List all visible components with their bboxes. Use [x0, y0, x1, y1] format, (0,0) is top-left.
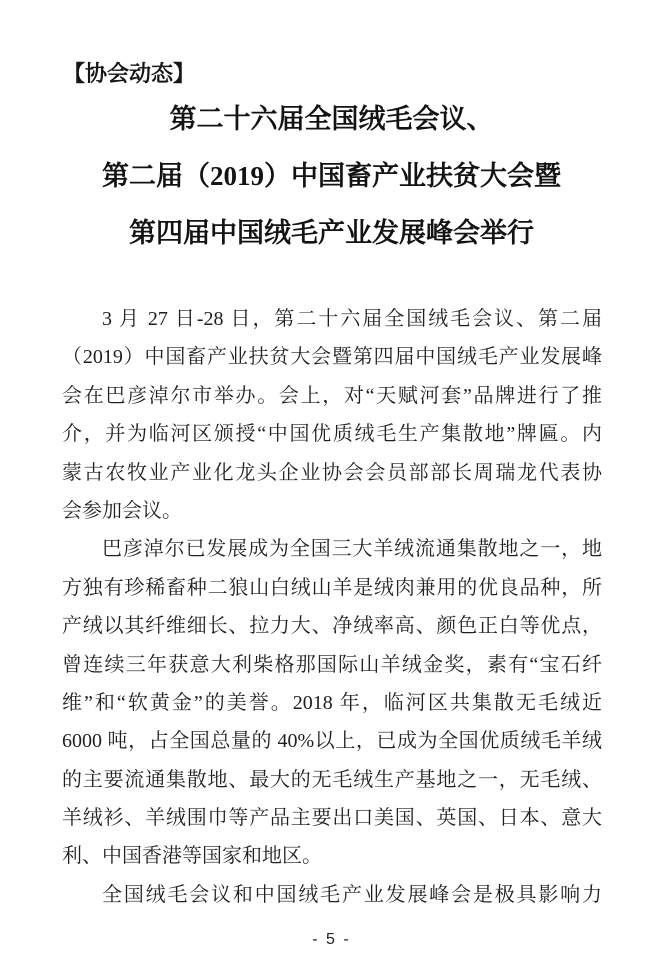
body-line: 曾连续三年获意大利柴格那国际山羊绒金奖，素有“宝石纤	[62, 653, 602, 676]
body-line: 介，并为临河区颁授“中国优质绒毛生产集散地”牌匾。内	[62, 423, 602, 446]
body-line: 利、中国香港等国家和地区。	[62, 845, 322, 868]
title-line-2: 第二届（2019）中国畜产业扶贫大会暨	[102, 161, 561, 191]
body-line: 的主要流通集散地、最大的无毛绒生产基地之一，无毛绒、	[62, 768, 602, 791]
body-line: 3 月 27 日-28 日，第二十六届全国绒毛会议、第二届	[102, 308, 602, 330]
title-line-1: 第二十六届全国绒毛会议、	[169, 104, 494, 134]
body-line: 蒙古农牧业产业化龙头企业协会会员部部长周瑞龙代表协	[62, 461, 602, 484]
paragraph-3	[62, 876, 602, 914]
body-line: 方独有珍稀畜种二狼山白绒山羊是绒肉兼用的优良品种，所	[62, 576, 602, 599]
body-line: 会在巴彦淖尔市举办。会上，对“天赋河套”品牌进行了推	[62, 384, 602, 407]
section-tag: 【协会动态】	[63, 61, 196, 86]
document-title	[0, 91, 663, 262]
page-number: - 5 -	[312, 931, 351, 948]
body-line: 产绒以其纤维细长、拉力大、净绒率高、颜色正白等优点，	[62, 615, 602, 638]
body-line: 6000 吨，占全国总量的 40%以上，已成为全国优质绒毛羊绒	[62, 730, 602, 753]
paragraph-1	[62, 300, 602, 530]
body-line: 羊绒衫、羊绒围巾等产品主要出口美国、英国、日本、意大	[62, 807, 602, 830]
title-line-3: 第四届中国绒毛产业发展峰会举行	[129, 218, 534, 248]
body-line: 全国绒毛会议和中国绒毛产业发展峰会是极具影响力	[102, 883, 602, 906]
body-line: 会参加会议。	[62, 499, 182, 522]
body-line: 巴彦淖尔已发展成为全国三大羊绒流通集散地之一，地	[102, 538, 602, 561]
paragraph-2	[62, 530, 602, 876]
document-body	[62, 300, 602, 914]
body-line: （2019）中国畜产业扶贫大会暨第四届中国绒毛产业发展峰	[62, 346, 602, 369]
body-line: 维”和“软黄金”的美誉。2018 年，临河区共集散无毛绒近	[62, 691, 602, 714]
